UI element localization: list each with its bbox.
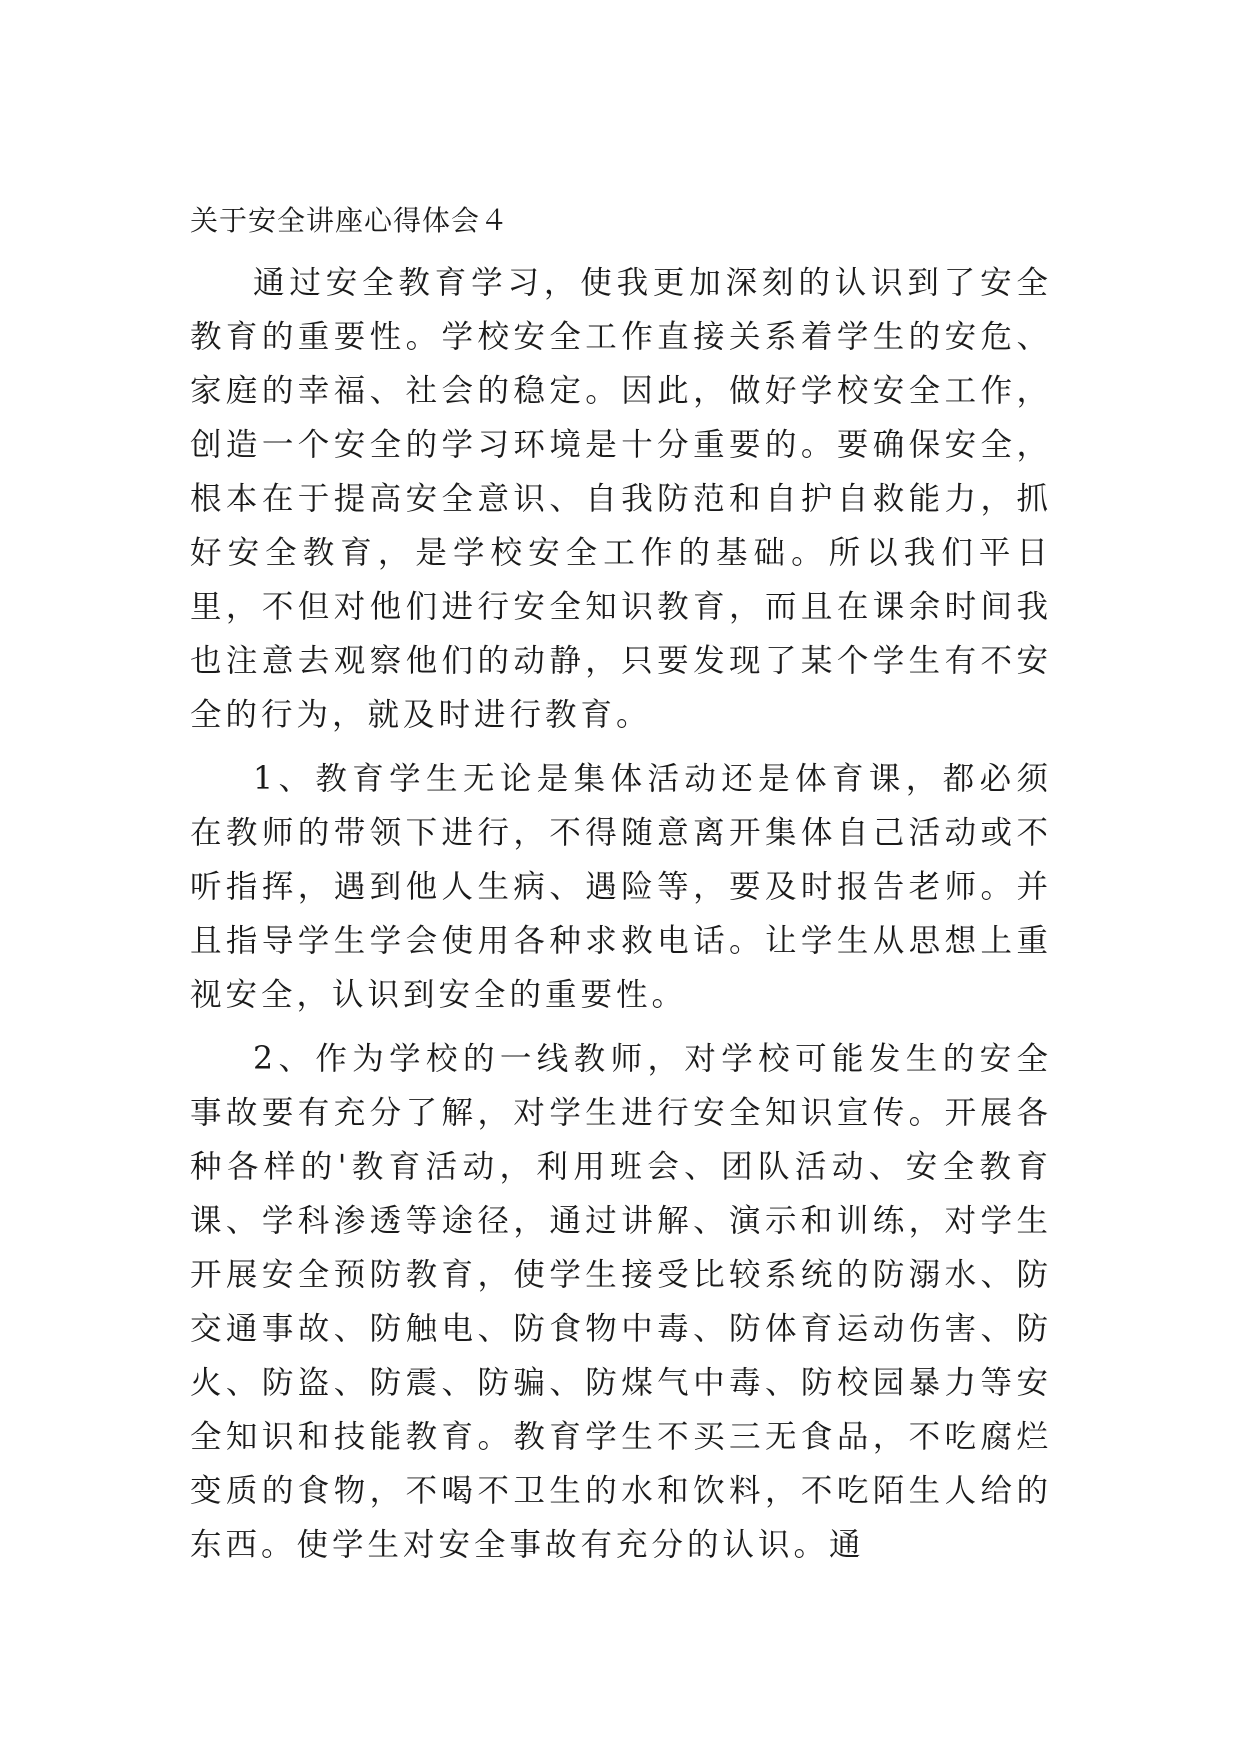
document-body bbox=[190, 196, 1052, 1572]
paragraph-point-2: 2、作为学校的一线教师，对学校可能发生的安全事故要有充分了解，对学生进行安全知识宣传。开展各种各样的'教育活动，利用班会、团队活动、安全教育课、学科渗透等途径，通过讲解、演示和训练，对学生开展安全预防教育，使学生接受比较系统的防溺水、防交通事故、防触电、防食物中毒、防体育运动伤害、防火、防盗、防震、防骗、防煤气中毒、防校园暴力等安全知识和技能教育。教育学生不买三无食品，不吃腐烂变质的食物，不喝不卫生的水和饮料，不吃陌生人给的东西。使学生对安全事故有充分的认识。通 bbox=[190, 1041, 1052, 1563]
document-title: 关于安全讲座心得体会４ bbox=[190, 204, 510, 237]
paragraph-intro: 通过安全教育学习，使我更加深刻的认识到了安全教育的重要性。学校安全工作直接关系着学生的安危、家庭的幸福、社会的稳定。因此，做好学校安全工作，创造一个安全的学习环境是十分重要的。要确保安全，根本在于提高安全意识、自我防范和自护自救能力，抓好安全教育，是学校安全工作的基础。所以我们平日里，不但对他们进行安全知识教育，而且在课余时间我也注意去观察他们的动静，只要发现了某个学生有不安全的行为，就及时进行教育。 bbox=[190, 265, 1052, 733]
paragraph-point-1: 1、教育学生无论是集体活动还是体育课，都必须在教师的带领下进行，不得随意离开集体自己活动或不听指挥，遇到他人生病、遇险等，要及时报告老师。并且指导学生学会使用各种求救电话。让学生从思想上重视安全，认识到安全的重要性。 bbox=[190, 761, 1052, 1013]
